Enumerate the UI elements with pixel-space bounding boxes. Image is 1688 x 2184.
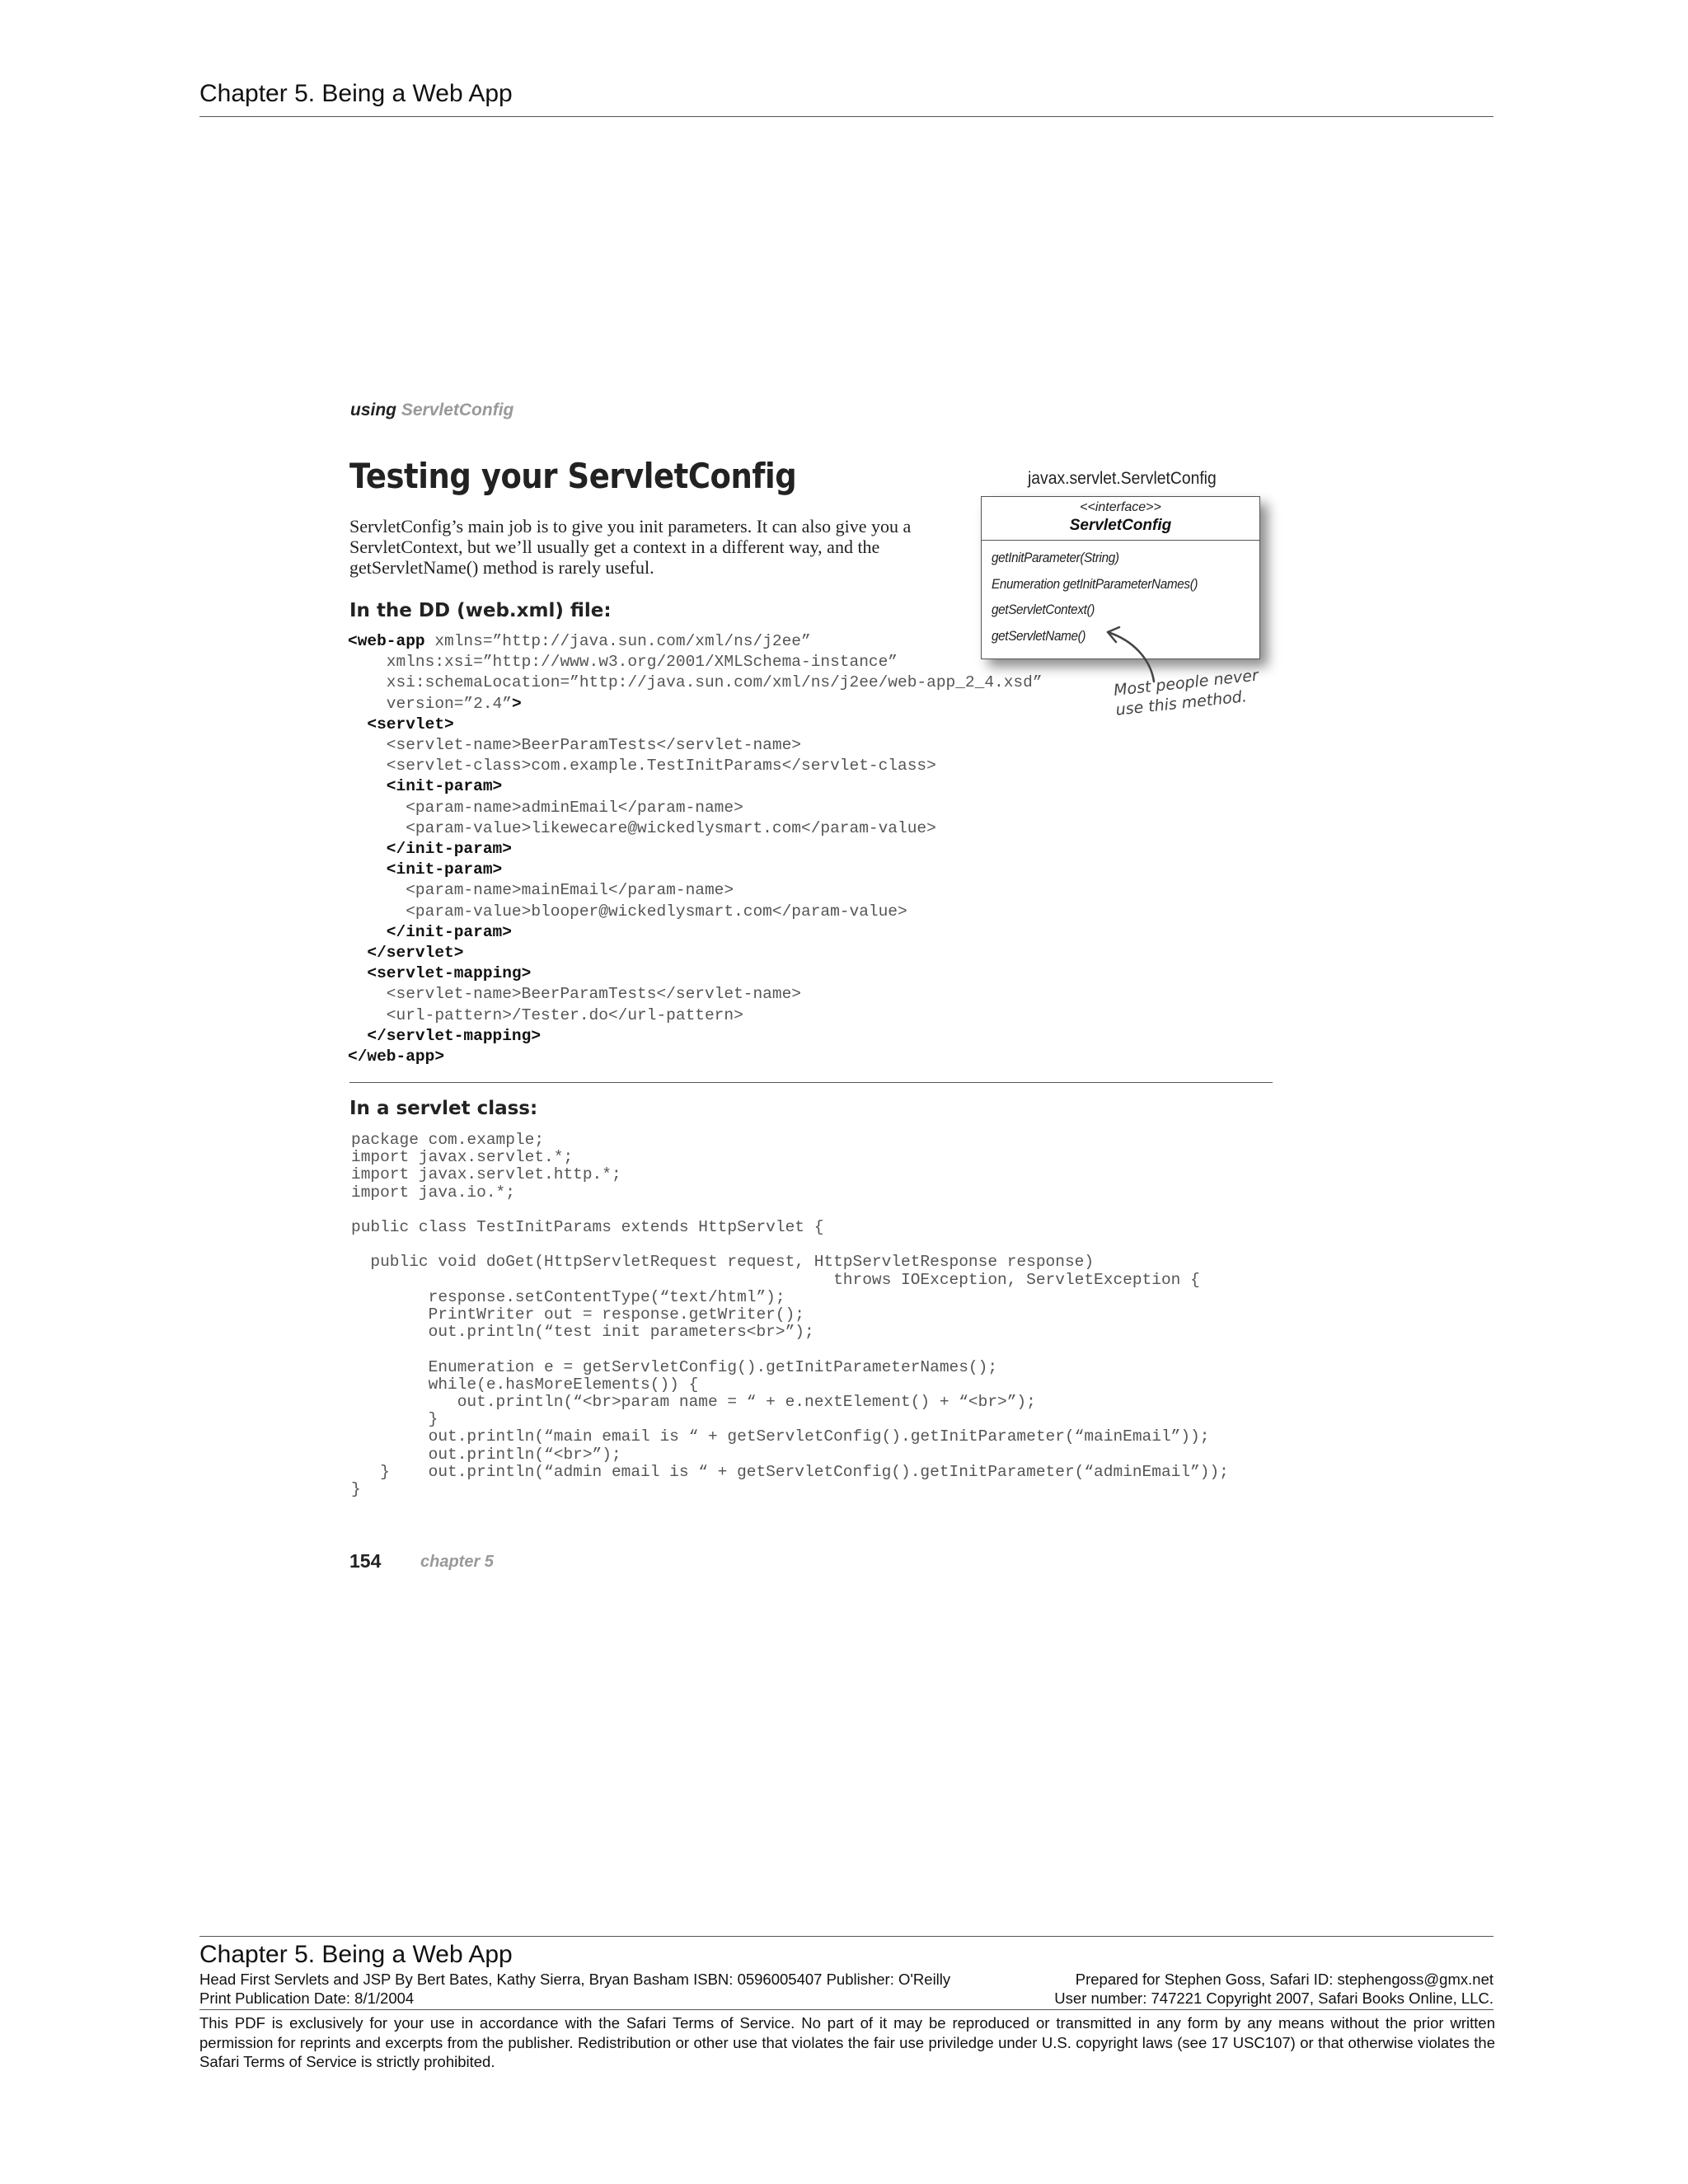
footer-prepared-for: Prepared for Stephen Goss, Safari ID: stephengoss@gmx.net (1075, 1971, 1493, 1988)
uml-separator (982, 540, 1259, 541)
code-line: import javax.servlet.http.*; (351, 1165, 621, 1184)
code-line: public void doGet(HttpServletRequest request, HttpServletResponse response) (351, 1253, 1095, 1272)
uml-class-name: ServletConfig (1069, 517, 1172, 534)
footer-pub-date: Print Publication Date: 8/1/2004 (199, 1990, 415, 2007)
dd-section-heading: In the DD (web.xml) file: (349, 600, 612, 621)
code-tag-bold: > (511, 694, 522, 713)
code-line: throws IOException, ServletException { (351, 1270, 1200, 1289)
section-kicker-prefix: using (350, 401, 396, 419)
code-line (348, 963, 1043, 984)
code-line (348, 735, 1043, 756)
code-line: public class TestInitParams extends HttpServlet { (351, 1218, 824, 1237)
section-divider (349, 1082, 1273, 1083)
uml-method: getInitParameter(String) (992, 550, 1119, 565)
code-line (348, 818, 1043, 839)
footer-divider-top (199, 1936, 1493, 1937)
code-line: out.println(“test init parameters<br>”); (351, 1323, 814, 1342)
code-line: while(e.hasMoreElements()) { (351, 1375, 699, 1394)
code-line (348, 839, 1043, 860)
code-line (348, 652, 1043, 673)
code-text: <param-value>likewecare@wickedlysmart.com</param-value> (348, 818, 936, 837)
code-tag-bold: <init-param> (348, 777, 503, 796)
code-line (348, 694, 1043, 715)
code-line: } out.println(“admin email is “ + getServletConfig().getInitParameter(“adminEmail”)); (351, 1462, 1229, 1481)
code-line (348, 1047, 1043, 1067)
uml-package-name: javax.servlet.ServletConfig (1028, 469, 1217, 488)
code-line: import java.io.*; (351, 1183, 515, 1202)
footer-title: Chapter 5. Being a Web App (199, 1941, 513, 1968)
code-tag-bold: </servlet-mapping> (348, 1026, 542, 1045)
annotation-note: Most people never use this method. (1113, 666, 1259, 719)
web-xml-code-block (348, 631, 1043, 1067)
code-text: <param-name>mainEmail</param-name> (348, 881, 734, 900)
section-kicker (350, 401, 513, 420)
code-tag-bold: <servlet> (348, 715, 454, 733)
code-line: out.println(“<br>param name = “ + e.nextElement() + “<br>”); (351, 1393, 1036, 1412)
code-line: Enumeration e = getServletConfig().getInitParameterNames(); (351, 1357, 998, 1376)
code-line (348, 673, 1043, 693)
code-text: version=”2.4” (348, 694, 512, 713)
code-text: <url-pattern>/Tester.do</url-pattern> (348, 1005, 743, 1024)
code-line (348, 1005, 1043, 1026)
code-line (348, 756, 1043, 776)
page-number: 154 (349, 1550, 382, 1572)
servlet-code-block (351, 1132, 1229, 1498)
footer-legal-notice: This PDF is exclusively for your use in accordance with the Safari Terms of Service. No part of it may be reproduced or transmitted in any form by any means without the prior written permission for reprints and excerpts from the publisher. Redistribution or other use that violates the fair use priviledge under U.S. copyright laws (see 17 USC107) or that otherwise violates the Safari Terms of Service is strictly prohibited. (199, 2014, 1495, 2070)
footer-divider-mid (199, 2009, 1493, 2010)
code-tag-bold: <servlet-mapping> (348, 964, 532, 983)
code-text: <servlet-name>BeerParamTests</servlet-name> (348, 985, 801, 1004)
code-line (348, 631, 1043, 652)
running-header-title: Chapter 5. Being a Web App (199, 80, 513, 107)
servlet-section-heading: In a servlet class: (349, 1098, 538, 1119)
chapter-label: chapter 5 (420, 1553, 494, 1571)
uml-method: getServletContext() (992, 602, 1095, 617)
code-line (348, 984, 1043, 1005)
code-line (348, 1026, 1043, 1047)
code-line (351, 1236, 1229, 1254)
code-text: <param-name>adminEmail</param-name> (348, 798, 743, 817)
code-text: <servlet-class>com.example.TestInitParams</servlet-class> (348, 757, 936, 776)
uml-method: Enumeration getInitParameterNames() (992, 575, 1198, 592)
uml-stereotype: <<interface>> (1080, 500, 1161, 514)
code-tag-bold: <web-app (348, 632, 425, 650)
code-line (348, 922, 1043, 943)
code-tag-bold: </init-param> (348, 840, 512, 859)
code-line (351, 1341, 1229, 1358)
code-line: out.println(“main email is “ + getServletConfig().getInitParameter(“mainEmail”)); (351, 1427, 1210, 1446)
code-line (348, 715, 1043, 735)
code-line: import javax.servlet.*; (351, 1148, 574, 1167)
code-tag-bold: </init-param> (348, 922, 512, 941)
code-tag-bold: </servlet> (348, 944, 464, 963)
code-line (348, 860, 1043, 880)
code-text: xmlns=”http://java.sun.com/xml/ns/j2ee” (424, 632, 811, 650)
footer-user-info: User number: 747221 Copyright 2007, Safari Books Online, LLC. (1054, 1990, 1493, 2007)
code-tag-bold: </web-app> (348, 1047, 445, 1066)
code-text: <servlet-name>BeerParamTests</servlet-name> (348, 736, 801, 755)
code-line: package com.example; (351, 1131, 545, 1149)
section-kicker-topic: ServletConfig (401, 401, 514, 419)
code-line (351, 1202, 1229, 1219)
code-line: } (351, 1410, 438, 1429)
code-text: xsi:schemaLocation=”http://java.sun.com/xml/ns/j2ee/web-app_2_4.xsd” (348, 673, 1043, 692)
intro-paragraph: ServletConfig’s main job is to give you init parameters. It can also give you a ServletContext, but we’ll usually get a context in a different way, and the getServletName() method is rarely useful. (349, 516, 912, 578)
uml-method: getServletName() (992, 627, 1086, 644)
code-line (348, 902, 1043, 922)
code-line (348, 798, 1043, 818)
footer-book-info: Head First Servlets and JSP By Bert Bates, Kathy Sierra, Bryan Basham ISBN: 0596005407 Publisher: O'Reilly (199, 1971, 951, 1988)
code-line (348, 776, 1043, 797)
code-line (348, 943, 1043, 963)
code-tag-bold: <init-param> (348, 860, 503, 879)
code-text: xmlns:xsi=”http://www.w3.org/2001/XMLSchema-instance” (348, 653, 898, 672)
code-line: PrintWriter out = response.getWriter(); (351, 1305, 804, 1324)
header-divider (199, 116, 1493, 117)
code-line: } (351, 1480, 361, 1499)
code-line (348, 880, 1043, 901)
code-line: response.setContentType(“text/html”); (351, 1287, 785, 1306)
page-title: Testing your ServletConfig (349, 456, 797, 496)
code-text: <param-value>blooper@wickedlysmart.com</param-value> (348, 902, 907, 921)
code-line: out.println(“<br>”); (351, 1445, 621, 1464)
